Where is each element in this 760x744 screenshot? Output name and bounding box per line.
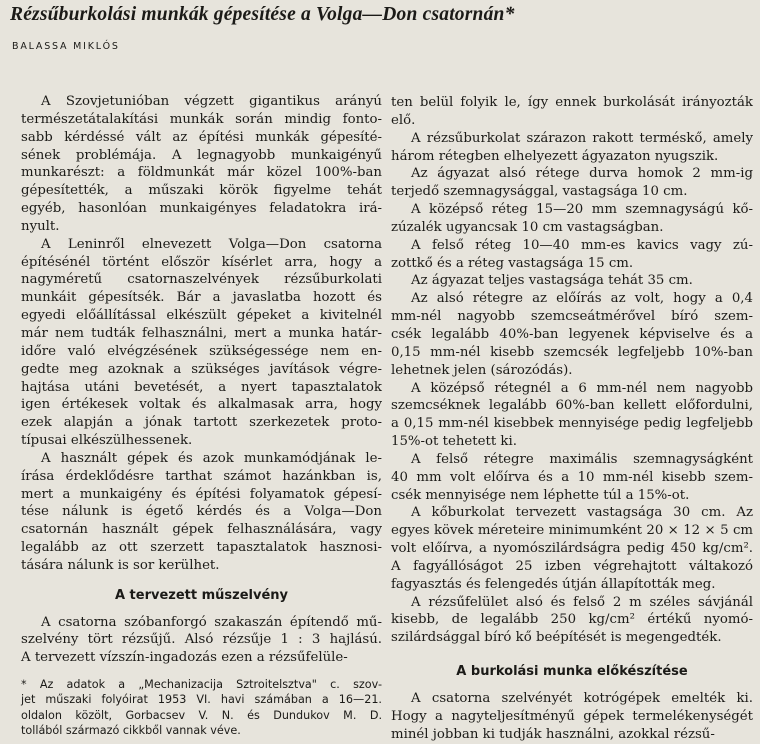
- text-line: A csatorna szóbanforgó szakaszán építendő mű-: [41, 614, 382, 630]
- text-line: A rézsűfelület alsó és felső 2 m széles sávjánál: [411, 594, 753, 610]
- text-line: sabb kérdéssé vált az építési munkák gépesíté-: [21, 129, 382, 145]
- paragraph: [21, 93, 382, 236]
- author-name: BALASSA MIKLÓS: [12, 41, 120, 52]
- text-line: zúzalék ugyancsak 10 cm vastagságban.: [391, 219, 664, 235]
- text-line: ten belül folyik le, így ennek burkolását irányozták: [391, 95, 753, 110]
- paragraph: [21, 450, 382, 575]
- paragraph: [21, 614, 382, 668]
- footnote: [21, 677, 382, 738]
- paragraph: [391, 94, 753, 130]
- text-line: Az ágyazat alsó rétege durva homok 2 mm-ig: [411, 166, 753, 182]
- text-line: gépesítették, a műszaki körök figyelme tehát: [21, 183, 382, 199]
- text-line: A tervezett vízszín-ingadozás ezen a rézsűfelüle-: [21, 650, 348, 666]
- text-line: A használt gépek és azok munkamódjának le-: [41, 450, 382, 466]
- article-title: Rézsűburkolási munkák gépesítése a Volga—Don csatornán*: [10, 4, 515, 25]
- left-body-after: [21, 614, 382, 668]
- text-line: három rétegben elhelyezett ágyazaton nyugszik.: [391, 148, 719, 164]
- text-line: terjedő szemnagysággal, vastagsága 10 cm.: [391, 184, 688, 200]
- text-line: fagyasztás és felengedés útján állapították meg.: [391, 576, 716, 592]
- text-line: zottkő és a réteg vastagsága 15 cm.: [391, 255, 634, 271]
- text-line: minél jobban ki tudják használni, azokkal rézsű-: [391, 726, 715, 742]
- text-line: A fagyállóságot 25 izben végrehajtott váltakozó: [391, 558, 753, 574]
- paragraph: [391, 594, 753, 648]
- text-line: A rézsűburkolat szárazon rakott terméskő, amely: [411, 130, 753, 146]
- text-line: igen értékesek voltak és alkalmasak arra, hogy: [21, 397, 382, 413]
- text-line: egyes kövek méreteire minimumként 20 × 12 × 5 cm: [391, 523, 753, 539]
- text-line: 15%-ot tehetett ki.: [391, 434, 517, 450]
- text-line: írása érdeklődésre tarthat számot hazánkban is,: [21, 468, 382, 484]
- paragraph: [391, 451, 753, 505]
- text-line: legalább az ott szerzett tapasztalatok hasznosi-: [21, 540, 382, 556]
- left-column: [21, 93, 382, 738]
- section-heading-preparation: A burkolási munka előkészítése: [456, 664, 688, 680]
- text-line: sének problémája. A legnagyobb munkaigényű: [21, 147, 382, 163]
- text-line: A felső rétegre maximális szemnagyságként: [411, 451, 753, 467]
- text-line: csatornán használt gépek felhasználására, vagy: [21, 522, 382, 538]
- text-line: munkarészt: a földmunkát már közel 100%-ban: [21, 165, 382, 181]
- text-line: építésénél történt először kísérlet arra, hogy a: [21, 254, 382, 270]
- text-line: A középső réteg 15—20 mm szemnagyságú kő-: [411, 202, 753, 218]
- right-column: [391, 94, 753, 744]
- text-line: A felső réteg 10—40 mm-es kavics vagy zú-: [411, 237, 753, 253]
- text-line: munkáit gépesítsék. Bár a javaslatba hozott és: [21, 290, 382, 306]
- section-heading-design: A tervezett műszelvény: [114, 587, 289, 603]
- text-line: időre való elvégzésének szükségessége nem en-: [21, 343, 382, 359]
- text-line: nagyméretű csatornaszelvények rézsűburkolati: [21, 272, 382, 288]
- text-line: A kőburkolat tervezett vastagsága 30 cm. Az: [411, 505, 753, 521]
- text-line: mert a munkaigény és építési folyamatok gépesí-: [21, 486, 382, 502]
- text-line: A Szovjetunióban végzett gigantikus arányú: [41, 94, 382, 109]
- text-line: egyéb, hasonlóan munkaigényes feladatokra irá-: [21, 201, 382, 217]
- text-line: a 0,15 mm-nél kisebbek mennyisége pedig legfeljebb: [391, 416, 753, 432]
- text-line: 40 mm volt előírva és a 10 mm-nél kisebb szem-: [391, 469, 753, 485]
- text-line: ezek alapján a jónak tartott szerkezetek proto-: [21, 415, 382, 431]
- footnote-line: * Az adatok a „Mechanizacija Sztroitelsztva" c. szov-: [21, 678, 382, 692]
- right-body: [391, 94, 753, 647]
- footnote-line: jet műszaki folyóirat 1953 VI. havi számában a 16—21.: [21, 693, 382, 707]
- text-line: típusai elkészülhessenek.: [21, 433, 193, 449]
- text-line: természetátalakítási munkák során mindig fonto-: [21, 111, 382, 127]
- text-line: már nem tudták felhasználni, mert a munka határ-: [21, 325, 382, 341]
- paragraph: [391, 690, 753, 744]
- text-line: A középső rétegnél a 6 mm-nél nem nagyobb: [411, 380, 753, 396]
- paragraph: [21, 236, 382, 450]
- text-line: egyedi előállítással elkészült gépeket a kivitelnél: [21, 308, 382, 324]
- paragraph: [391, 272, 753, 290]
- text-line: 0,15 mm-nél kisebb szemcsék legfeljebb 10%-ban: [391, 344, 753, 360]
- text-line: Az alsó rétegre az előírás az volt, hogy a 0,4: [411, 291, 753, 307]
- text-line: tására nálunk is sor kerülhet.: [21, 557, 220, 573]
- paragraph: [391, 504, 753, 593]
- paragraph: [391, 165, 753, 201]
- text-line: nyult.: [21, 218, 60, 234]
- left-body: [21, 93, 382, 575]
- text-line: lehetnek jelen (sározódás).: [391, 362, 573, 378]
- text-line: kisebb, de legalább 250 kg/cm² értékű nyomó-: [391, 612, 753, 628]
- text-line: mm-nél nagyobb szemcseátmérővel bíró szem-: [391, 309, 753, 325]
- text-line: elő.: [391, 112, 416, 128]
- text-line: Az ágyazat teljes vastagsága tehát 35 cm.: [411, 273, 693, 289]
- paragraph: [391, 237, 753, 273]
- paragraph: [391, 380, 753, 451]
- text-line: szemcséknek legalább 60%-ban kellett előfordulni,: [391, 398, 753, 414]
- paragraph: [391, 290, 753, 379]
- text-line: gedte meg azoknak a szükséges javítások végre-: [21, 361, 382, 377]
- text-line: volt előírva, a nyomószilárdságra pedig 450 kg/cm².: [391, 541, 753, 557]
- right-body-after: [391, 690, 753, 744]
- footnote-line: tollából származó cikkből vannak véve.: [21, 724, 241, 738]
- paragraph: [391, 201, 753, 237]
- paragraph: [391, 130, 753, 166]
- text-line: csék legalább 40%-ban legyenek képviselve és a: [391, 326, 753, 342]
- text-line: csék mennyisége nem léphette túl a 15%-ot.: [391, 487, 690, 503]
- text-line: Hogy a nagyteljesítményű gépek termelékenységét: [391, 708, 753, 724]
- text-line: hajtása utáni bevetését, a nyert tapasztalatok: [21, 379, 382, 395]
- text-line: szelvény tört rézsűjű. Alsó rézsűje 1 : 3 hajlású.: [21, 632, 382, 648]
- text-line: A csatorna szelvényét kotrógépek emelték ki.: [411, 691, 753, 706]
- text-line: tése nálunk is égető kérdés és a Volga—Don: [21, 504, 382, 520]
- footnote-line: oldalon közölt, Gorbacsev V. N. és Dundukov M. D.: [21, 708, 382, 722]
- text-line: szilárdsággal bíró kő beépítését is megengedték.: [391, 630, 722, 646]
- text-line: A Leninről elnevezett Volga—Don csatorna: [41, 236, 382, 252]
